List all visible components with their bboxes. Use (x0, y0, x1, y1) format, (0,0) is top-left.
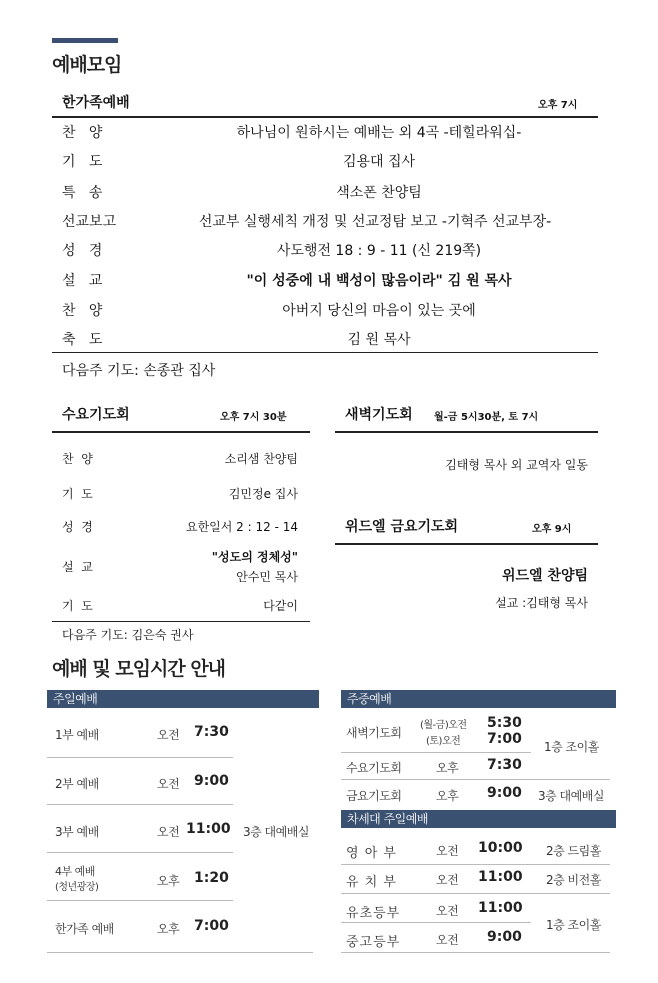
service-ampm: 오전 (436, 844, 459, 858)
section-title-schedule: 예배 및 모임시간 안내 (52, 658, 226, 680)
service-ampm: 오전 (436, 933, 459, 947)
weekday-place: 1층 조이홀 (544, 740, 599, 754)
service-ampm: 오전 (436, 904, 459, 918)
service-ampm: 오전 (436, 873, 459, 887)
service-time: 5:30 (487, 715, 522, 731)
order-label: 찬 양 (62, 452, 93, 466)
order-content: 선교부 실행세칙 개정 및 선교정탐 보고 -기혁주 선교부장- (198, 214, 552, 230)
order-label: 기 도 (62, 487, 93, 501)
order-content: 요한일서 2 : 12 - 14 (186, 520, 298, 534)
sunday-banner: 주일예배 (47, 690, 319, 708)
service-ampm: 오후 (157, 922, 180, 936)
weekday-banner: 주중예배 (341, 690, 616, 708)
friday-preacher: 설교 :김태형 목사 (495, 596, 588, 610)
service-name: 유초등부 (346, 906, 401, 921)
service-name: 영 아 부 (346, 846, 397, 861)
service-name: 한가족 예배 (55, 922, 114, 936)
section-accent-bar (52, 38, 118, 43)
order-content: 김 원 목사 (347, 332, 411, 348)
order-label: 기 도 (62, 599, 93, 613)
order-content: 김용대 집사 (342, 154, 416, 170)
row-divider (47, 852, 233, 853)
divider (335, 543, 598, 545)
row-divider (47, 952, 313, 953)
service-ampm: 오후 (436, 761, 459, 775)
divider (52, 116, 598, 118)
order-label: 기 도 (62, 154, 103, 170)
row-divider (47, 804, 233, 805)
service-ampm: 오전 (157, 825, 180, 839)
friday-time: 오후 9시 (532, 524, 572, 535)
service-name: 3부 예배 (55, 825, 99, 839)
order-label: 성 경 (62, 520, 93, 534)
row-divider (341, 864, 610, 865)
order-content: 색소폰 찬양팀 (336, 185, 422, 201)
service-ampm: (월-금)오전 (420, 720, 467, 731)
service-time: 10:00 (478, 840, 523, 856)
wednesday-time: 오후 7시 30분 (220, 412, 287, 423)
order-content: 아버지 당신의 마음이 있는 곳에 (282, 303, 476, 319)
order-label: 성 경 (62, 243, 103, 259)
service-name: 1부 예배 (55, 728, 99, 742)
dawn-time: 월-금 5시30분, 토 7시 (434, 412, 539, 423)
row-divider (47, 757, 233, 758)
order-content: 김민정e 집사 (228, 487, 298, 501)
service-time: 9:00 (194, 773, 229, 789)
family-worship-title: 한가족예배 (62, 95, 130, 111)
row-divider (341, 922, 531, 923)
service-time: 7:30 (487, 757, 522, 773)
service-time: 9:00 (487, 929, 522, 945)
sunday-place: 3층 대예배실 (243, 825, 309, 839)
service-time: 7:30 (194, 724, 229, 740)
row-divider (47, 900, 233, 901)
order-content: 하나님이 원하시는 예배는 외 4곡 -테힐라워십- (236, 125, 522, 141)
service-time: 7:00 (487, 731, 522, 747)
order-content: "이 성중에 내 백성이 많음이라" 김 원 목사 (246, 273, 512, 289)
service-name: 유 치 부 (346, 875, 397, 890)
row-divider (341, 779, 610, 780)
divider (52, 352, 598, 353)
service-time: 11:00 (478, 900, 523, 916)
nextgen-banner: 차세대 주일예배 (341, 810, 616, 828)
order-label: 선교보고 (62, 214, 117, 230)
service-time: 11:00 (186, 821, 231, 837)
row-divider (341, 752, 531, 753)
nextgen-place: 2층 드림홀 (546, 844, 601, 858)
service-ampm: (토)오전 (426, 736, 461, 747)
nextgen-place: 1층 조이홀 (546, 918, 601, 932)
friday-worship-team: 위드엘 찬양팀 (501, 568, 588, 584)
order-label: 설 교 (62, 273, 103, 289)
service-time: 7:00 (194, 918, 229, 934)
divider (335, 431, 598, 433)
divider (52, 621, 310, 622)
service-time: 1:20 (194, 870, 229, 886)
family-worship-time: 오후 7시 (538, 100, 578, 111)
order-content: 사도행전 18 : 9 - 11 (신 219쪽) (276, 243, 482, 259)
section-title-worship: 예배모임 (52, 54, 122, 76)
service-ampm: 오후 (436, 789, 459, 803)
row-divider (341, 952, 610, 953)
service-name: 중고등부 (346, 935, 401, 950)
order-label: 특 송 (62, 185, 103, 201)
nextgen-place: 2층 비전홀 (546, 873, 601, 887)
order-content: 소리샘 찬양팀 (224, 452, 298, 466)
weekday-place: 3층 대예배실 (538, 789, 604, 803)
dawn-content: 김태형 목사 외 교역자 일동 (445, 458, 588, 472)
service-time: 11:00 (478, 869, 523, 885)
order-label: 축 도 (62, 332, 103, 348)
order-content: 다같이 (263, 599, 298, 613)
order-label: 찬 양 (62, 303, 103, 319)
service-name: 수요기도회 (346, 761, 402, 775)
next-week-prayer: 다음주 기도: 손종관 집사 (62, 363, 216, 379)
order-label: 설 교 (62, 560, 93, 574)
service-name: 금요기도회 (346, 789, 402, 803)
service-subname: (청년광장) (55, 882, 99, 893)
service-name: 2부 예배 (55, 777, 99, 791)
service-ampm: 오전 (157, 777, 180, 791)
dawn-title: 새벽기도회 (345, 407, 413, 423)
wednesday-title: 수요기도회 (62, 407, 130, 423)
sermon-title: "성도의 정체성" (211, 550, 298, 564)
row-divider (341, 893, 610, 894)
service-ampm: 오후 (157, 874, 180, 888)
friday-title: 위드엘 금요기도회 (345, 519, 459, 535)
service-name: 4부 예배 (55, 865, 95, 878)
order-content: 안수민 목사 (236, 570, 298, 584)
service-name: 새벽기도회 (346, 726, 402, 740)
divider (52, 431, 310, 433)
order-label: 찬 양 (62, 125, 103, 141)
next-week-prayer: 다음주 기도: 김은숙 권사 (62, 628, 194, 642)
service-ampm: 오전 (157, 728, 180, 742)
service-time: 9:00 (487, 785, 522, 801)
